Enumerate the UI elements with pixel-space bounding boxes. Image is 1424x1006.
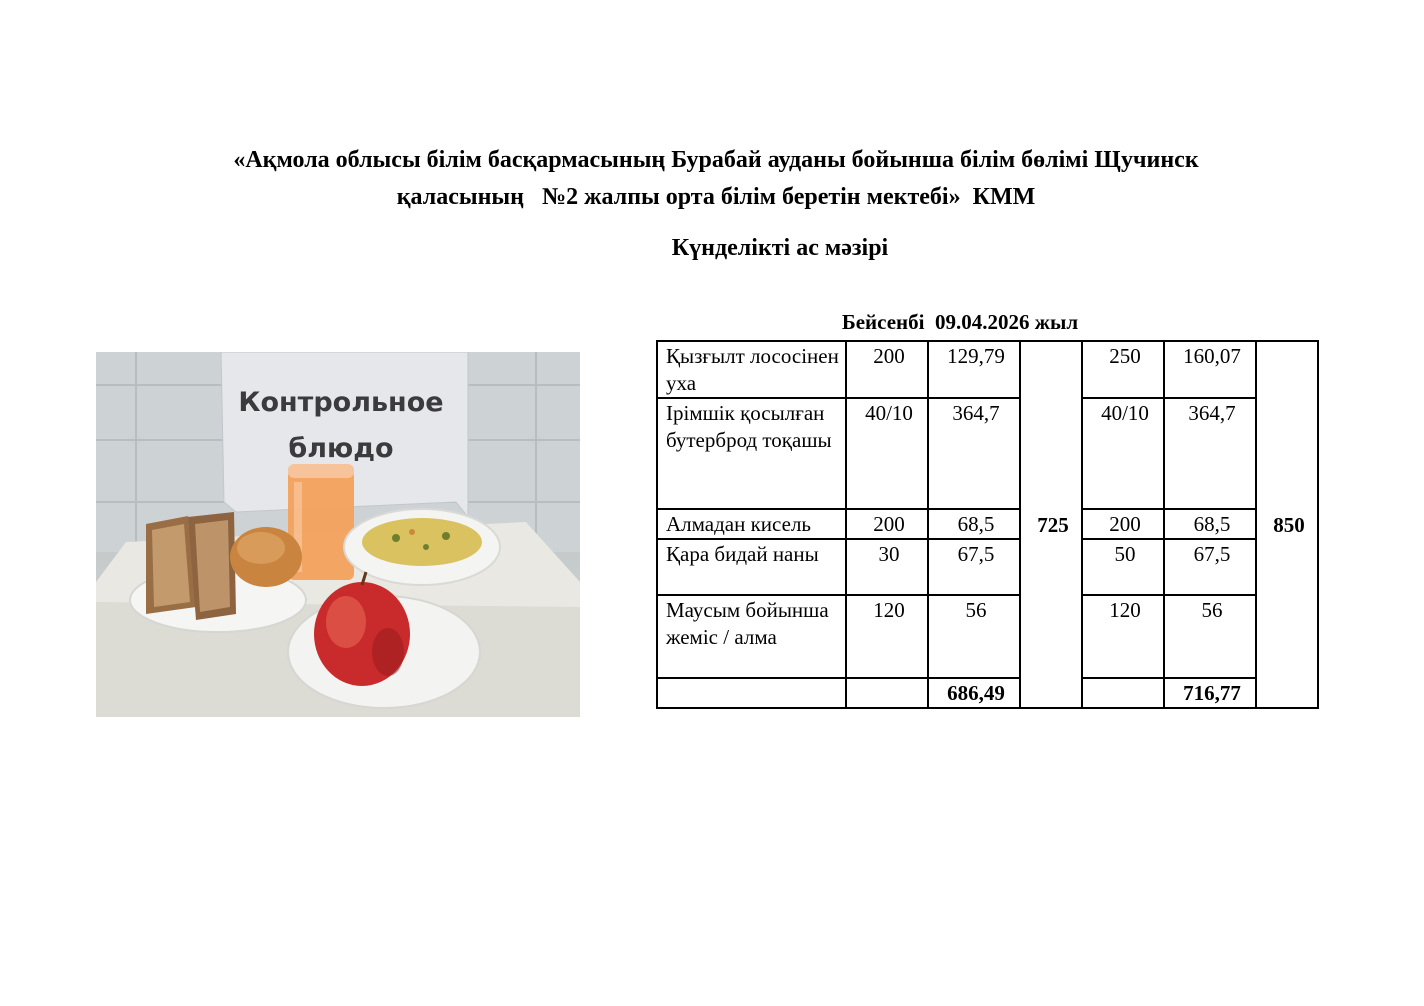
portion-weight-large: 250: [1082, 341, 1164, 398]
total-kcal-large: 716,77: [1164, 678, 1256, 708]
kcal-small: 67,5: [928, 539, 1020, 595]
price-small: 725: [1020, 341, 1082, 708]
menu-table: [656, 340, 1319, 709]
dish-name: Алмадан кисель: [657, 509, 846, 539]
portion-weight-small: 200: [846, 341, 928, 398]
price-large: 850: [1256, 341, 1318, 708]
organization-title: [100, 142, 1332, 216]
control-dish-sign: [216, 380, 466, 472]
table-row: [657, 398, 1318, 509]
kcal-large: 364,7: [1164, 398, 1256, 509]
kcal-small: 56: [928, 595, 1020, 678]
table-row: [657, 595, 1318, 678]
kcal-large: 160,07: [1164, 341, 1256, 398]
control-dish-sign-line-2: блюдо: [288, 433, 394, 464]
table-row: [657, 341, 1318, 398]
dish-name: Маусым бойынша жеміс / алма: [657, 595, 846, 678]
control-dish-sign-line-1: Контрольное: [238, 387, 444, 418]
menu-date: Бейсенбі 09.04.2026 жыл: [841, 310, 1079, 334]
kcal-small: 129,79: [928, 341, 1020, 398]
organization-title-line-2: қаласының №2 жалпы орта білім беретін мектебі» КММ: [396, 184, 1036, 210]
portion-weight-large: 40/10: [1082, 398, 1164, 509]
portion-weight-small: 30: [846, 539, 928, 595]
portion-weight-small: 40/10: [846, 398, 928, 509]
table-total-row: [657, 678, 1318, 708]
dish-name: Ірімшік қосылған бутерброд тоқашы: [657, 398, 846, 509]
menu-title: Күнделікті ас мәзірі: [671, 235, 889, 261]
table-row: [657, 539, 1318, 595]
portion-weight-large: 120: [1082, 595, 1164, 678]
table-row: [657, 509, 1318, 539]
portion-weight-large: 50: [1082, 539, 1164, 595]
total-label-cell: [657, 678, 846, 708]
portion-weight-large: 200: [1082, 509, 1164, 539]
total-weight-small-cell: [846, 678, 928, 708]
total-weight-large-cell: [1082, 678, 1164, 708]
control-dish-photo: [96, 352, 580, 717]
portion-weight-small: 200: [846, 509, 928, 539]
kcal-small: 68,5: [928, 509, 1020, 539]
dish-name: Қызғылт лососінен уха: [657, 341, 846, 398]
dish-name: Қара бидай наны: [657, 539, 846, 595]
portion-weight-small: 120: [846, 595, 928, 678]
total-kcal-small: 686,49: [928, 678, 1020, 708]
kcal-large: 68,5: [1164, 509, 1256, 539]
kcal-large: 56: [1164, 595, 1256, 678]
kcal-large: 67,5: [1164, 539, 1256, 595]
organization-title-line-1: «Ақмола облысы білім басқармасының Бурабай ауданы бойынша білім бөлімі Щучинск: [233, 147, 1199, 173]
kcal-small: 364,7: [928, 398, 1020, 509]
